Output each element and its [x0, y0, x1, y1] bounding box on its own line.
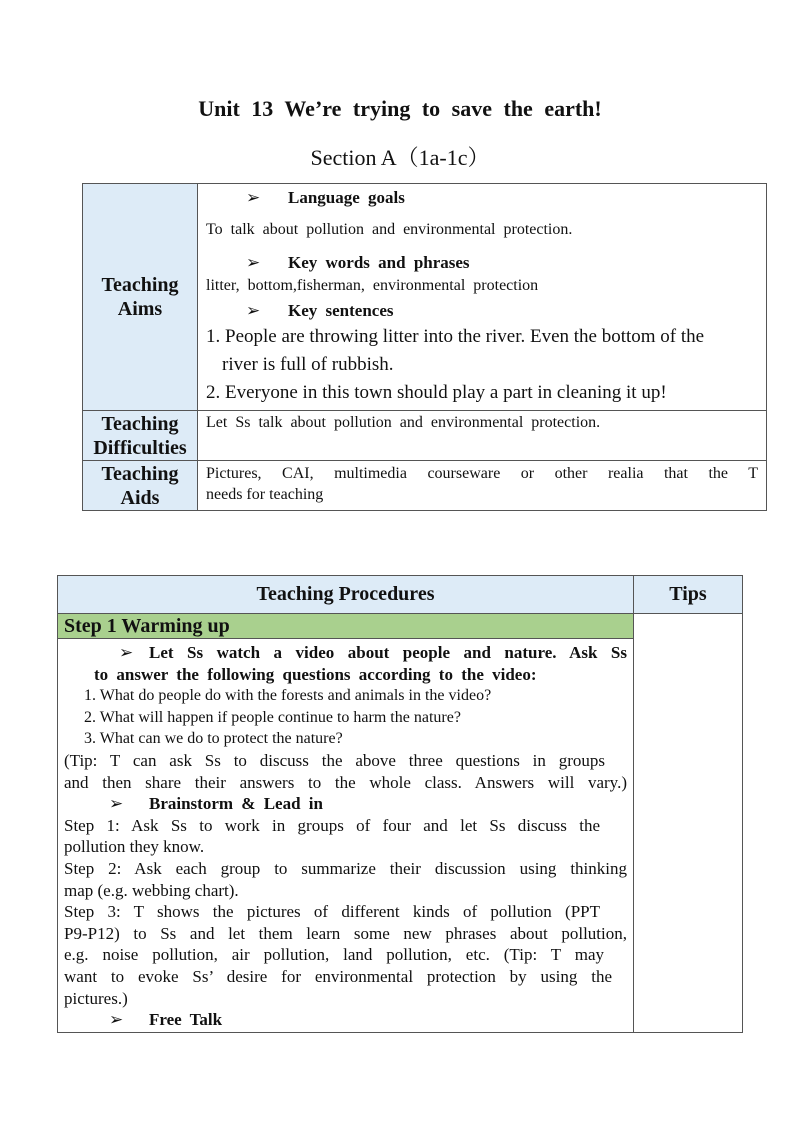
step-line: pollution they know. — [64, 837, 205, 857]
label-line: Difficulties — [93, 436, 187, 459]
table-row — [83, 411, 767, 461]
arrow-bullet-icon: ➢ — [109, 1010, 124, 1030]
arrow-bullet-icon: ➢ — [246, 301, 261, 320]
arrow-bullet-icon: ➢ — [109, 794, 124, 814]
step-line: P9-P12) to Ss and let them learn some new phrases about pollution, — [64, 923, 627, 943]
teaching-aims-content — [198, 184, 767, 411]
aids-line: Pictures, CAI, multimedia courseware or other realia that the T — [206, 465, 758, 482]
bullet-line — [64, 793, 627, 815]
bullet-text: Let Ss watch a video about people and nature. Ask Ss — [149, 643, 627, 662]
bullet-line — [64, 642, 627, 664]
procedures-header: Teaching Procedures — [58, 576, 634, 614]
arrow-bullet-icon: ➢ — [246, 253, 261, 272]
tip-line: (Tip: T can ask Ss to discuss the above three questions in groups — [64, 750, 605, 770]
question-1: 1. What do people do with the forests and animals in the video? — [84, 687, 492, 705]
question-3: 3. What can we do to protect the nature? — [84, 730, 343, 748]
teaching-procedures-table — [57, 575, 743, 1033]
tips-cell — [634, 614, 743, 1033]
bullet-heading — [206, 186, 758, 210]
arrow-bullet-icon: ➢ — [119, 643, 134, 662]
step-line: pictures.) — [64, 988, 128, 1008]
tips-header: Tips — [634, 576, 743, 614]
bullet-heading — [206, 299, 758, 323]
language-goals-heading: Language goals — [288, 188, 405, 207]
teaching-difficulties-label — [83, 411, 198, 461]
sentence-line: 1. People are throwing litter into the river. Even the bottom of the — [206, 326, 705, 347]
procedures-body — [58, 639, 634, 1033]
step-line: want to evoke Ss’ desire for environmental protection by using the — [64, 966, 612, 986]
step-line: e.g. noise pollution, air pollution, land pollution, etc. (Tip: T may — [64, 945, 604, 965]
aids-line: needs for teaching — [206, 486, 324, 503]
teaching-aids-text — [198, 461, 767, 511]
step-line: Step 1: Ask Ss to work in groups of four and let Ss discuss the — [64, 815, 600, 835]
bullet-line — [64, 1009, 627, 1031]
page-subtitle: Section A（1a-1c） — [310, 145, 490, 170]
label-line: Aims — [117, 298, 163, 320]
teaching-difficulties-text: Let Ss talk about pollution and environmental protection. — [198, 411, 767, 461]
arrow-bullet-icon: ➢ — [246, 188, 261, 207]
sentence-line: river is full of rubbish. — [222, 354, 394, 375]
step1-title: Step 1 Warming up — [58, 614, 634, 639]
table-header-row — [58, 576, 743, 614]
table-row — [58, 614, 743, 639]
step-line: Step 3: T shows the pictures of different kinds of pollution (PPT — [64, 902, 600, 922]
page-title: Unit 13 We’re trying to save the earth! — [198, 96, 602, 121]
language-goals-text: To talk about pollution and environmental protection. — [206, 221, 573, 238]
table-row — [83, 184, 767, 411]
key-words-text: litter, bottom,fisherman, environmental protection — [206, 277, 539, 294]
bullet-heading — [206, 251, 758, 275]
teaching-aids-label — [83, 461, 198, 511]
bullet-line: to answer the following questions according to the video: — [94, 664, 537, 684]
label-line: Teaching — [101, 412, 179, 435]
teaching-aims-label — [83, 184, 198, 411]
label-line: Aids — [120, 486, 160, 509]
label-line: Teaching — [101, 462, 179, 485]
question-2: 2. What will happen if people continue to harm the nature? — [84, 708, 461, 726]
key-sentences-heading: Key sentences — [288, 301, 394, 320]
step-line: Step 2: Ask each group to summarize their discussion using thinking — [64, 858, 627, 878]
teaching-aims-table — [82, 183, 767, 511]
key-words-heading: Key words and phrases — [288, 253, 470, 272]
bullet-text: Free Talk — [149, 1010, 223, 1030]
label-line: Teaching — [101, 274, 179, 296]
tip-line: and then share their answers to the whole class. Answers will vary.) — [64, 772, 627, 792]
key-sentence-2: 2. Everyone in this town should play a part in cleaning it up! — [206, 382, 667, 403]
table-row — [83, 461, 767, 511]
key-sentence-1 — [206, 323, 758, 379]
bullet-text: Brainstorm & Lead in — [149, 794, 323, 814]
step-line: map (e.g. webbing chart). — [64, 880, 239, 900]
